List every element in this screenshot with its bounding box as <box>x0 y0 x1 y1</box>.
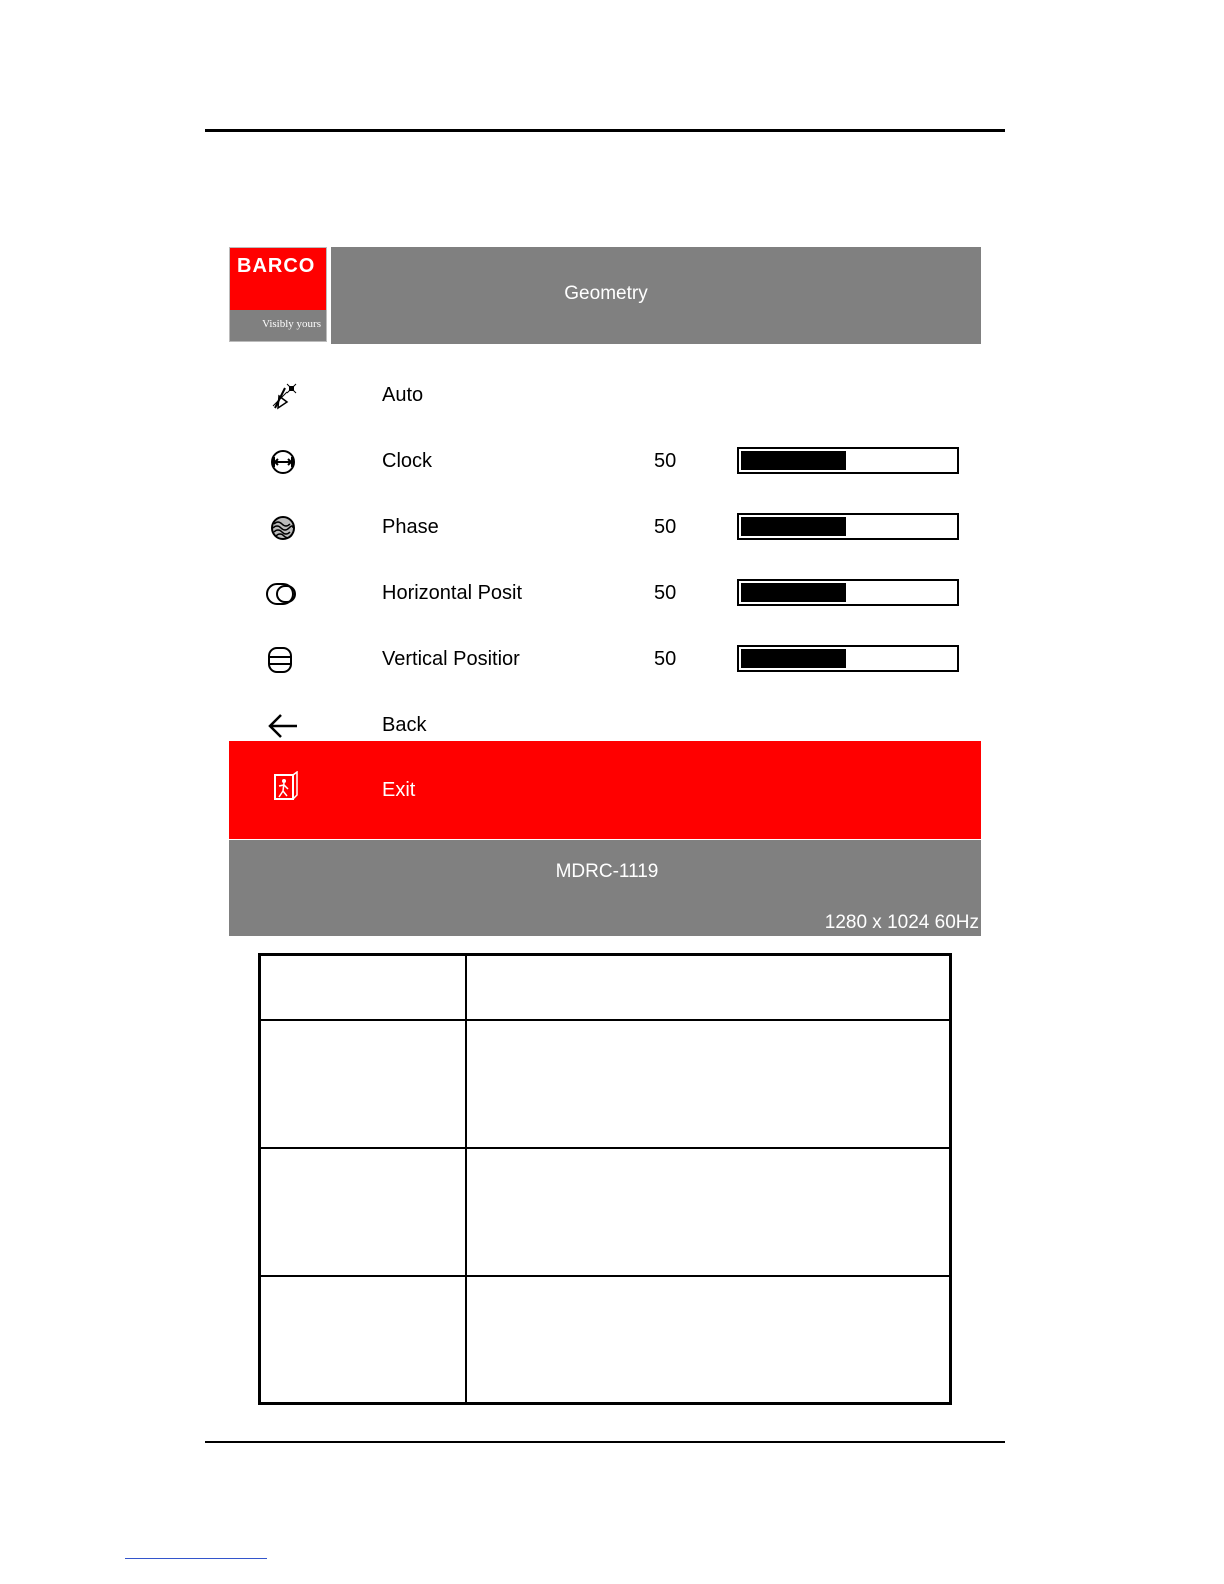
menu-item-label: Phase <box>382 516 439 538</box>
menu-item-exit[interactable] <box>229 741 981 839</box>
clock-slider[interactable] <box>737 447 959 474</box>
phase-value: 50 <box>654 516 677 538</box>
clock-icon <box>265 444 301 480</box>
top-divider <box>205 129 1005 132</box>
phase-icon <box>265 510 301 546</box>
vertical-position-slider[interactable] <box>737 645 959 672</box>
barco-logo <box>229 247 327 342</box>
resolution-readout: 1280 x 1024 60Hz <box>824 912 979 933</box>
table-row-divider <box>261 1019 949 1021</box>
menu-item-label: Vertical Positior <box>382 648 520 670</box>
vertical-position-icon <box>265 642 301 678</box>
menu-item-label: Clock <box>382 450 433 472</box>
menu-item-label: Auto <box>382 384 424 406</box>
menu-item-auto[interactable] <box>229 362 981 428</box>
horizontal-position-icon <box>265 576 301 612</box>
logo-text: BARCO <box>237 255 316 277</box>
menu-item-clock[interactable] <box>229 428 981 494</box>
menu-item-vertical-position[interactable] <box>229 626 981 692</box>
osd-menu <box>229 247 981 936</box>
exit-icon <box>265 771 301 807</box>
table-row-divider <box>261 1147 949 1149</box>
table-row-divider <box>261 1275 949 1277</box>
bottom-divider <box>205 1441 1005 1443</box>
table-column-divider <box>465 956 467 1402</box>
back-arrow-icon <box>265 708 301 744</box>
menu-item-horizontal-position[interactable] <box>229 560 981 626</box>
menu-item-label: Exit <box>382 779 416 801</box>
model-name: MDRC-1119 <box>555 861 659 882</box>
menu-item-label: Horizontal Posit <box>382 582 523 604</box>
menu-item-phase[interactable] <box>229 494 981 560</box>
menu-title: Geometry <box>564 283 648 304</box>
osd-footer <box>229 840 981 936</box>
description-table <box>258 953 952 1405</box>
phase-slider[interactable] <box>737 513 959 540</box>
menu-item-label: Back <box>382 714 427 736</box>
clock-value: 50 <box>654 450 677 472</box>
title-bar <box>331 247 981 344</box>
horizontal-position-slider[interactable] <box>737 579 959 606</box>
osd-header <box>229 247 981 344</box>
auto-adjust-icon <box>265 378 301 414</box>
logo-tagline: Visibly yours <box>262 318 321 330</box>
horizontal-position-value: 50 <box>654 582 677 604</box>
footer-link-underline <box>125 1558 267 1559</box>
vertical-position-value: 50 <box>654 648 677 670</box>
